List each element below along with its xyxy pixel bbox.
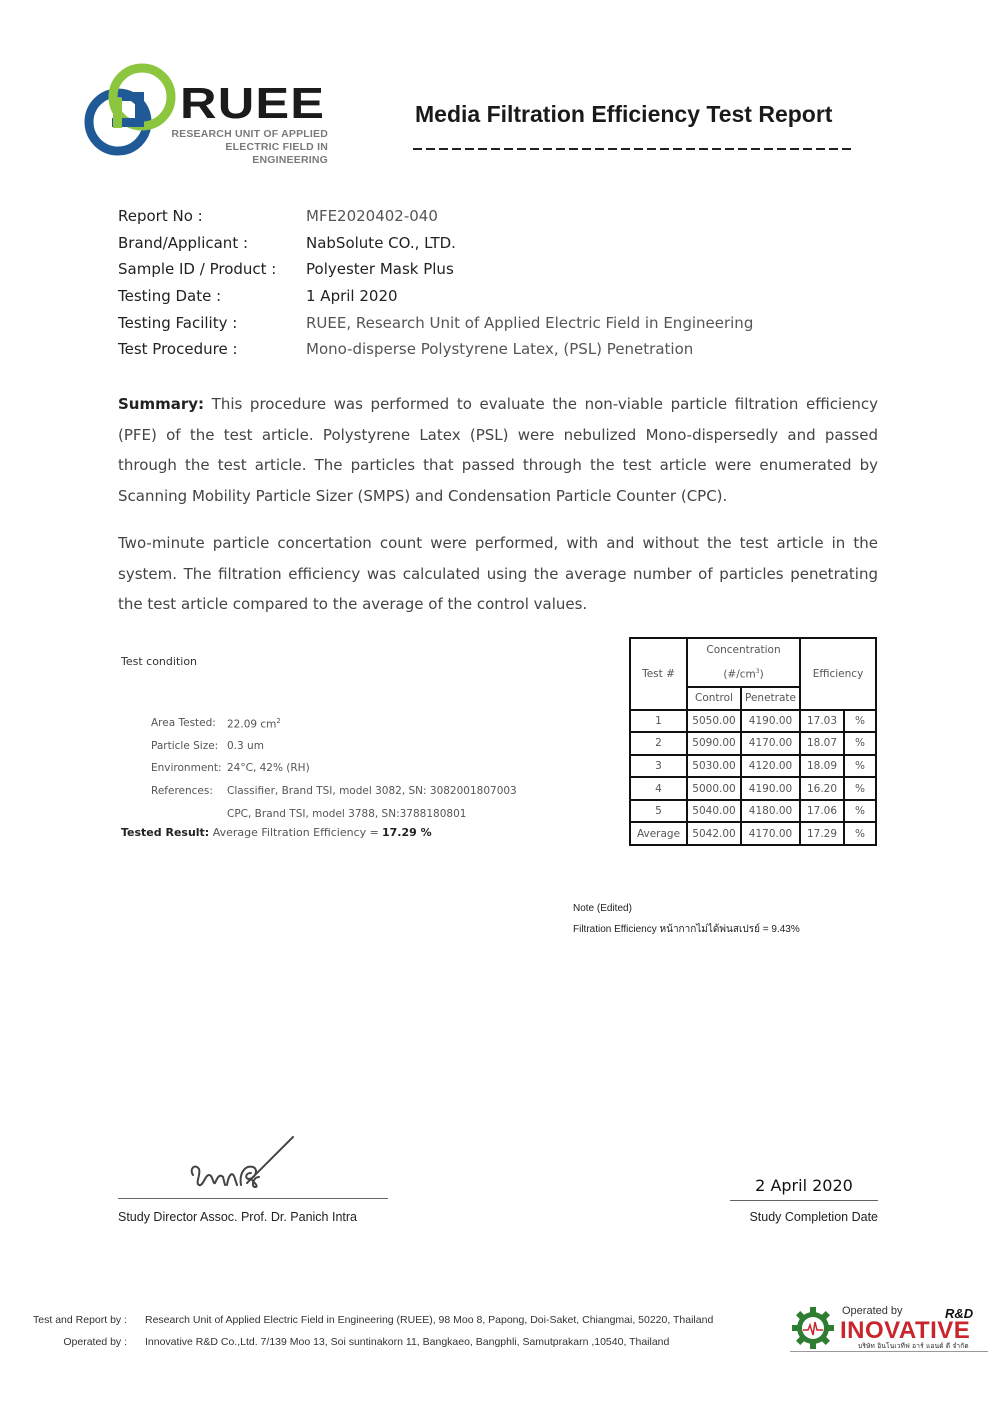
study-director-name: Study Director Assoc. Prof. Dr. Panich Intra xyxy=(118,1210,357,1224)
cell-unit: % xyxy=(844,822,876,845)
cell-efficiency: 18.09 xyxy=(800,755,844,778)
table-row xyxy=(630,777,876,800)
cell-efficiency: 17.29 xyxy=(800,822,844,845)
note-text: Filtration Efficiency หน้ากากไม่ได้พ่นสเปรย์ = 9.43% xyxy=(573,924,800,935)
table-row xyxy=(630,755,876,778)
table-header-row xyxy=(630,638,876,687)
info-row-facility xyxy=(118,309,753,336)
info-row-procedure xyxy=(118,336,753,363)
info-value: Mono-disperse Polystyrene Latex, (PSL) Penetration xyxy=(306,340,694,359)
completion-date: 2 April 2020 xyxy=(755,1176,853,1195)
unit-prefix: (#/cm xyxy=(723,668,756,681)
info-row-testing-date xyxy=(118,283,753,310)
unit-sup: 3 xyxy=(755,668,760,675)
table-row xyxy=(630,732,876,755)
gear-icon xyxy=(792,1307,834,1349)
cell-control: 5030.00 xyxy=(687,755,741,778)
inovative-name: INOVATIVE xyxy=(840,1317,971,1344)
header-penetrate: Penetrate xyxy=(741,687,800,710)
footer-row-test-report xyxy=(30,1309,713,1331)
table-row-average xyxy=(630,822,876,845)
report-info xyxy=(118,203,753,363)
info-value: NabSolute CO., LTD. xyxy=(306,233,456,252)
tc-value: 0.3 um xyxy=(227,739,264,752)
note-title: Note (Edited) xyxy=(573,903,632,914)
inovative-thai-name: บริษัท อินโนเวทีฟ อาร์ แอนด์ ดี จำกัด xyxy=(858,1342,969,1350)
info-value: 1 April 2020 xyxy=(306,287,398,306)
tc-label: Particle Size: xyxy=(151,739,219,752)
header-test: Test # xyxy=(630,638,687,710)
summary-paragraph-2: Two-minute particle concertation count were performed, with and without the test article in the system. The filtration efficiency was calculated using the average number of particles penetrating the test article compared to the average of the control values. xyxy=(118,534,878,614)
test-condition-list xyxy=(151,712,517,825)
logo-subtitle xyxy=(158,128,328,167)
cell-test: 4 xyxy=(630,777,687,800)
inovative-rd: R&D xyxy=(945,1306,974,1321)
info-label: Testing Facility : xyxy=(118,313,238,332)
logo-subtitle-line1: RESEARCH UNIT OF APPLIED xyxy=(171,128,328,140)
cell-test: 3 xyxy=(630,755,687,778)
header-concentration-unit xyxy=(688,661,799,686)
tc-value-text: 22.09 cm xyxy=(227,718,277,731)
tc-value: CPC, Brand TSI, model 3788, SN:3788180801 xyxy=(227,807,467,820)
cell-unit: % xyxy=(844,755,876,778)
info-label: Report No : xyxy=(118,207,203,226)
tested-result-value: 17.29 % xyxy=(382,826,432,839)
tc-value-sup: 2 xyxy=(276,716,281,725)
header-control: Control xyxy=(687,687,741,710)
cell-efficiency: 16.20 xyxy=(800,777,844,800)
cell-test: 5 xyxy=(630,800,687,823)
tc-row-references xyxy=(151,780,517,803)
cell-control: 5000.00 xyxy=(687,777,741,800)
header-concentration-label: Concentration xyxy=(706,644,781,656)
cell-unit: % xyxy=(844,732,876,755)
summary-paragraph xyxy=(118,389,878,512)
cell-control: 5050.00 xyxy=(687,710,741,733)
cell-test: 1 xyxy=(630,710,687,733)
info-label: Test Procedure : xyxy=(118,340,238,359)
cell-penetrate: 4180.00 xyxy=(741,800,800,823)
cell-efficiency: 17.03 xyxy=(800,710,844,733)
tc-value: Classifier, Brand TSI, model 3082, SN: 3082001807003 xyxy=(227,785,517,798)
cell-penetrate: 4170.00 xyxy=(741,822,800,845)
tested-result xyxy=(121,826,432,839)
inovative-underline xyxy=(790,1351,988,1352)
tested-result-label: Tested Result: xyxy=(121,826,210,839)
cell-penetrate: 4170.00 xyxy=(741,732,800,755)
info-row-brand xyxy=(118,230,753,257)
report-title: Media Filtration Efficiency Test Report xyxy=(415,101,833,127)
info-value: Polyester Mask Plus xyxy=(306,260,454,279)
summary-text: This procedure was performed to evaluate the non-viable particle filtration efficiency (PFE) of the test article. Polystyrene Latex (PSL) were nebulized Mono-dispersedly and passed through the test article. The particles that passed through the test article were enumerated by Scanning Mobility Particle Sizer (SMPS) and Condensation Particle Counter (CPC). xyxy=(118,395,878,506)
inovative-operated-by: Operated by xyxy=(842,1305,903,1317)
cell-control: 5042.00 xyxy=(687,822,741,845)
footer-label: Test and Report by : xyxy=(33,1314,127,1326)
cell-efficiency: 18.07 xyxy=(800,732,844,755)
ruee-logo xyxy=(80,60,340,166)
table-row xyxy=(630,800,876,823)
logo-subtitle-line2: ELECTRIC FIELD IN ENGINEERING xyxy=(225,141,328,166)
cell-control: 5040.00 xyxy=(687,800,741,823)
signature-icon xyxy=(185,1133,300,1193)
cell-penetrate: 4120.00 xyxy=(741,755,800,778)
logo-wordmark: RUEE xyxy=(180,79,326,128)
info-label: Sample ID / Product : xyxy=(118,260,277,279)
footer xyxy=(30,1309,713,1353)
tc-label: References: xyxy=(151,785,213,798)
tc-value: 24°C, 42% (RH) xyxy=(227,762,310,775)
tc-value xyxy=(227,717,281,731)
info-value: MFE2020402-040 xyxy=(306,207,438,226)
info-label: Brand/Applicant : xyxy=(118,233,249,252)
cell-unit: % xyxy=(844,710,876,733)
results-table xyxy=(629,637,877,846)
cell-penetrate: 4190.00 xyxy=(741,777,800,800)
cell-test: 2 xyxy=(630,732,687,755)
tc-row-environment xyxy=(151,757,517,780)
info-label: Testing Date : xyxy=(118,287,222,306)
cell-control: 5090.00 xyxy=(687,732,741,755)
tc-label: Environment: xyxy=(151,762,222,775)
cell-unit: % xyxy=(844,777,876,800)
tc-label: Area Tested: xyxy=(151,717,216,730)
cell-unit: % xyxy=(844,800,876,823)
inovative-badge xyxy=(790,1303,988,1353)
tc-row-area xyxy=(151,712,517,735)
footer-value: Innovative R&D Co.,Ltd. 7/139 Moo 13, Soi suntinakorn 11, Bangkaeo, Bangphli, Samutprakarn ,10540, Thailand xyxy=(145,1336,670,1348)
header-concentration xyxy=(687,638,800,687)
info-row-report-no xyxy=(118,203,753,230)
tested-result-text: Average Filtration Efficiency = xyxy=(209,826,379,839)
tc-row-particle-size xyxy=(151,735,517,758)
title-dashed-rule xyxy=(413,148,853,150)
header-efficiency: Efficiency xyxy=(800,638,876,710)
cell-efficiency: 17.06 xyxy=(800,800,844,823)
unit-suffix: ) xyxy=(759,668,764,681)
footer-row-operated xyxy=(30,1331,713,1353)
completion-date-label: Study Completion Date xyxy=(749,1210,878,1224)
signature-line xyxy=(118,1198,388,1199)
footer-label: Operated by : xyxy=(63,1336,127,1348)
table-row xyxy=(630,710,876,733)
tc-row-references-2 xyxy=(151,802,517,825)
test-condition-title: Test condition xyxy=(121,655,198,668)
footer-value: Research Unit of Applied Electric Field in Engineering (RUEE), 98 Moo 8, Papong, Doi-Saket, Chiangmai, 50220, Thailand xyxy=(145,1314,714,1326)
edited-note xyxy=(573,898,800,940)
info-row-sample xyxy=(118,256,753,283)
date-line xyxy=(730,1200,878,1201)
summary-label: Summary: xyxy=(118,395,205,413)
info-value: RUEE, Research Unit of Applied Electric Field in Engineering xyxy=(306,313,754,332)
cell-penetrate: 4190.00 xyxy=(741,710,800,733)
cell-test: Average xyxy=(630,822,687,845)
